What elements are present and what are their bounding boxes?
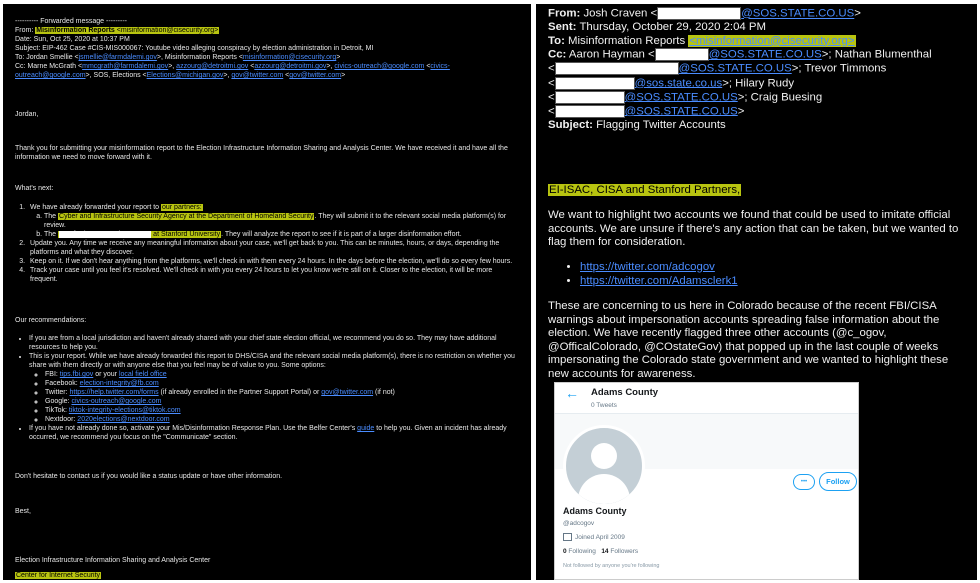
next-steps-list xyxy=(15,203,519,284)
email-link[interactable]: @SOS.STATE.CO.US xyxy=(678,62,792,75)
profile-handle: @adcogov xyxy=(563,520,595,527)
back-arrow-icon[interactable]: ← xyxy=(565,385,579,401)
cc-line: < @SOS.STATE.CO.US> xyxy=(548,105,745,118)
not-followed-note: Not followed by anyone you're following xyxy=(563,563,660,569)
twitter-link[interactable]: https://twitter.com/adcogov xyxy=(580,261,715,273)
profile-top-name: Adams County xyxy=(591,387,659,398)
recommendations-list xyxy=(15,334,519,442)
to-line: To: Misinformation Reports <misinformation@cisecurity.org> xyxy=(548,34,855,47)
recommendation-item: • This is your report. While we have already forwarded this report to DHS/CISA and the relevant social media platform(s), there is no restriction on whether you share with them directly or with anyone else that you feel may be of value to you. Some options: ◦ FBI: tips.fbi.gov or your local field office ◦ Facebook: election-integrity@fb.com ◦ Twitter: https://help.twitter.com/forms (if already enrolled in the Partner Support Portal) or gov@twitter.com (if not) ◦ Google: civics-outreach@google.com ◦ TikTok: tiktok-integrity-elections@tiktok.com ◦ Nextdoor: 2020elections@nextdoor.com xyxy=(29,352,519,424)
to-line: To: Jordan Smellie <jsmellie@farmdalemi.gov>, Misinformation Reports <misinformation@cisecurity.org> xyxy=(15,54,341,61)
account-links xyxy=(548,261,965,288)
email-link[interactable]: @SOS.STATE.CO.US xyxy=(708,48,822,61)
guide-link[interactable]: guide xyxy=(357,425,375,432)
recommendation-item: • If you are from a local jurisdiction and haven't already shared with your chief state election official, we recommend you do so. They may have additional resources to help you. xyxy=(29,334,519,352)
cc-line: < @SOS.STATE.CO.US>; Trevor Timmons xyxy=(548,62,887,75)
email-link[interactable]: @sos.state.co.us xyxy=(634,77,723,90)
tweet-count: 0 Tweets xyxy=(591,402,617,409)
step-item: 2. Update you. Any time we receive any meaningful information about your case, we'll get back to you. This can be minutes, hours, or days, depending the platforms and what they discover. xyxy=(27,239,519,257)
recommendation-item: • If you have not already done so, activate your Mis/Disinformation Response Plan. Use the Belfer Center's guide to help you. Given an incident has already occurred, we recommend you focus on the "Communicate" section. xyxy=(29,424,519,442)
cc-line: < @sos.state.co.us>; Hilary Rudy xyxy=(548,77,795,90)
email-link[interactable]: civics-outreach@google.com xyxy=(334,63,425,70)
option-link[interactable]: tips.fbi.gov xyxy=(59,371,94,378)
redaction: Stanford Internet Observatory xyxy=(59,231,152,238)
paragraph-1: We want to highlight two accounts we found that could be used to imitate official accounts. We are unsure if there's any action that can be taken, but we wanted to flag them for consideration. xyxy=(548,209,959,249)
closing-line: Don't hesitate to contact us if you would like a status update or have other information. xyxy=(15,473,283,480)
email-link[interactable]: <misinformation@cisecurity.org> xyxy=(689,34,855,47)
step-item: 3. Keep on it. If we don't hear anything from the platforms, we'll check in with them every 24 hours. In the days before the election, we'll do so every few hours. xyxy=(27,257,519,266)
option-item: ◦ Nextdoor: 2020elections@nextdoor.com xyxy=(45,415,519,424)
redaction xyxy=(555,77,635,90)
default-avatar-icon xyxy=(563,425,645,507)
option-item: ◦ TikTok: tiktok-integrity-elections@tiktok.com xyxy=(45,406,519,415)
option-link[interactable]: 2020elections@nextdoor.com xyxy=(77,416,170,423)
email-link[interactable]: jsmellie@farmdalemi.gov xyxy=(78,54,157,61)
signoff: Best, xyxy=(15,508,31,515)
option-link[interactable]: local field office xyxy=(118,371,167,378)
joined-date: Joined April 2009 xyxy=(563,531,625,545)
forwarded-line: ---------- Forwarded message --------- xyxy=(15,18,127,25)
list-item xyxy=(580,261,965,275)
redaction xyxy=(655,48,709,61)
list-item xyxy=(580,275,965,289)
email-link[interactable]: azzourg@detroitmi.gov xyxy=(176,63,249,70)
signature-cis: Center for Internet Security xyxy=(16,572,101,579)
option-link[interactable]: election-integrity@fb.com xyxy=(79,380,159,387)
profile-name: Adams County xyxy=(563,506,627,516)
email-link[interactable]: Elections@michigan.gov xyxy=(146,72,224,79)
email-link[interactable]: gov@twitter.com xyxy=(231,72,284,79)
email-link[interactable]: @SOS.STATE.CO.US xyxy=(741,7,855,20)
paragraph-2: These are concerning to us here in Colorado because of the recent FBI/CISA warnings about impersonation accounts spreading false information about the election. We have recently flagged three other accounts (@c_ogov, @OfficalColorado, @COstateGov) that popped up in the last couple of weeks impersonating the Colorado state government and we wanted to highlight these new accounts for awareness. xyxy=(548,300,949,380)
cc-line: Cc: Aaron Hayman < @SOS.STATE.CO.US>; Nathan Blumenthal xyxy=(548,48,932,61)
subject-line: Subject: EIP-462 Case #CIS-MIS000067: Youtube video alleging conspiracy by election administration in Detroit, MI xyxy=(15,45,374,52)
from-line: From: Josh Craven < @SOS.STATE.CO.US> xyxy=(548,7,861,20)
follow-button[interactable]: Follow xyxy=(819,472,857,491)
follow-stats: 0 Following 14 Followers xyxy=(563,548,639,555)
email-link[interactable]: @SOS.STATE.CO.US xyxy=(624,105,738,118)
subject-line: Subject: Flagging Twitter Accounts xyxy=(548,118,726,131)
from-highlight: Misinformation Reports <misinformation@cisecurity.org> xyxy=(36,27,219,34)
salutation: EI-ISAC, CISA and Stanford Partners, xyxy=(549,184,741,196)
option-item: ◦ Twitter: https://help.twitter.com/forms (if already enrolled in the Partner Support Portal) or gov@twitter.com (if not) xyxy=(45,388,519,397)
email-headers xyxy=(15,17,519,80)
step-subitem: a. The Cyber and Infrastructure Security Agency at the Department of Homeland Security. They will submit it to the relevant social media platform(s) for review. xyxy=(44,212,519,230)
option-link[interactable]: gov@twitter.com xyxy=(321,389,374,396)
option-item: ◦ Facebook: election-integrity@fb.com xyxy=(45,379,519,388)
cisecurity-email-panel xyxy=(3,4,531,580)
option-link[interactable]: civics-outreach@google.com xyxy=(71,398,162,405)
email-link[interactable]: misinformation@cisecurity.org xyxy=(242,54,337,61)
email-link[interactable]: gov@twitter.com xyxy=(289,72,342,79)
redaction xyxy=(657,7,741,20)
option-link[interactable]: https://help.twitter.com/forms xyxy=(69,389,159,396)
sent-line: Sent: Thursday, October 29, 2020 2:04 PM xyxy=(548,21,767,34)
greeting: Jordan, xyxy=(15,111,39,118)
step-item: 4. Track your case until you feel it's resolved. We'll check in with you every 24 hours to let you know we're still on it. Closer to the election, it will be more frequent. xyxy=(27,266,519,284)
profile-topbar xyxy=(555,383,858,414)
email-link[interactable]: mmcgrath@farmdalemi.gov xyxy=(82,63,169,70)
step-item: 1. We have already forwarded your report to our partners: a. The Cyber and Infrastructure Security Agency at the Department of Homeland Security. They will submit it to the relevant social media platform(s) for review. b. The Stanford Internet Observatory at Stanford University. They will analyze the report to see if it is part of a larger disinformation effort. xyxy=(27,203,519,239)
redaction xyxy=(555,105,625,118)
step-subitem: b. The Stanford Internet Observatory at Stanford University. They will analyze the report to see if it is part of a larger disinformation effort. xyxy=(44,230,519,239)
from-line: From: Misinformation Reports <misinformation@cisecurity.org> xyxy=(15,27,219,34)
date-line: Date: Sun, Oct 25, 2020 at 10:37 PM xyxy=(15,36,130,43)
redaction xyxy=(555,62,679,75)
colorado-sos-email-panel xyxy=(536,4,977,580)
signature-org: Election Infrastructure Information Sharing and Analysis Center xyxy=(15,557,211,564)
calendar-icon xyxy=(563,533,572,541)
more-options-button[interactable]: ••• xyxy=(793,474,815,490)
thanks-paragraph: Thank you for submitting your misinformation report to the Election Infrastructure Information Sharing and Analysis Center. We have received it and have all the information we need to move forward with it. xyxy=(15,145,508,161)
redaction xyxy=(555,91,625,104)
email-link[interactable]: civics-outreach@google.com xyxy=(15,63,450,79)
option-item: ◦ Google: civics-outreach@google.com xyxy=(45,397,519,406)
cc-line: < @SOS.STATE.CO.US>; Craig Buesing xyxy=(548,91,823,104)
email-link[interactable]: @SOS.STATE.CO.US xyxy=(624,91,738,104)
cc-line: Cc: Marne McGrath <mmcgrath@farmdalemi.gov>, azzourg@detroitmi.gov <azzourg@detroitmi.gov>, civics-outreach@google.com <civics-outreach@google.com>, SOS, Elections <Elections@michigan.gov>, gov@twitter.com <gov@twitter.com> xyxy=(15,63,450,79)
option-link[interactable]: tiktok-integrity-elections@tiktok.com xyxy=(68,407,181,414)
twitter-link[interactable]: https://twitter.com/Adamsclerk1 xyxy=(580,274,738,287)
recommendations-heading: Our recommendations: xyxy=(15,317,87,324)
whats-next-heading: What's next: xyxy=(15,185,54,192)
twitter-profile-screenshot xyxy=(554,382,859,580)
email-link[interactable]: azzourg@detroitmi.gov xyxy=(254,63,327,70)
option-item: ◦ FBI: tips.fbi.gov or your local field office xyxy=(45,370,519,379)
email-headers xyxy=(548,7,965,132)
